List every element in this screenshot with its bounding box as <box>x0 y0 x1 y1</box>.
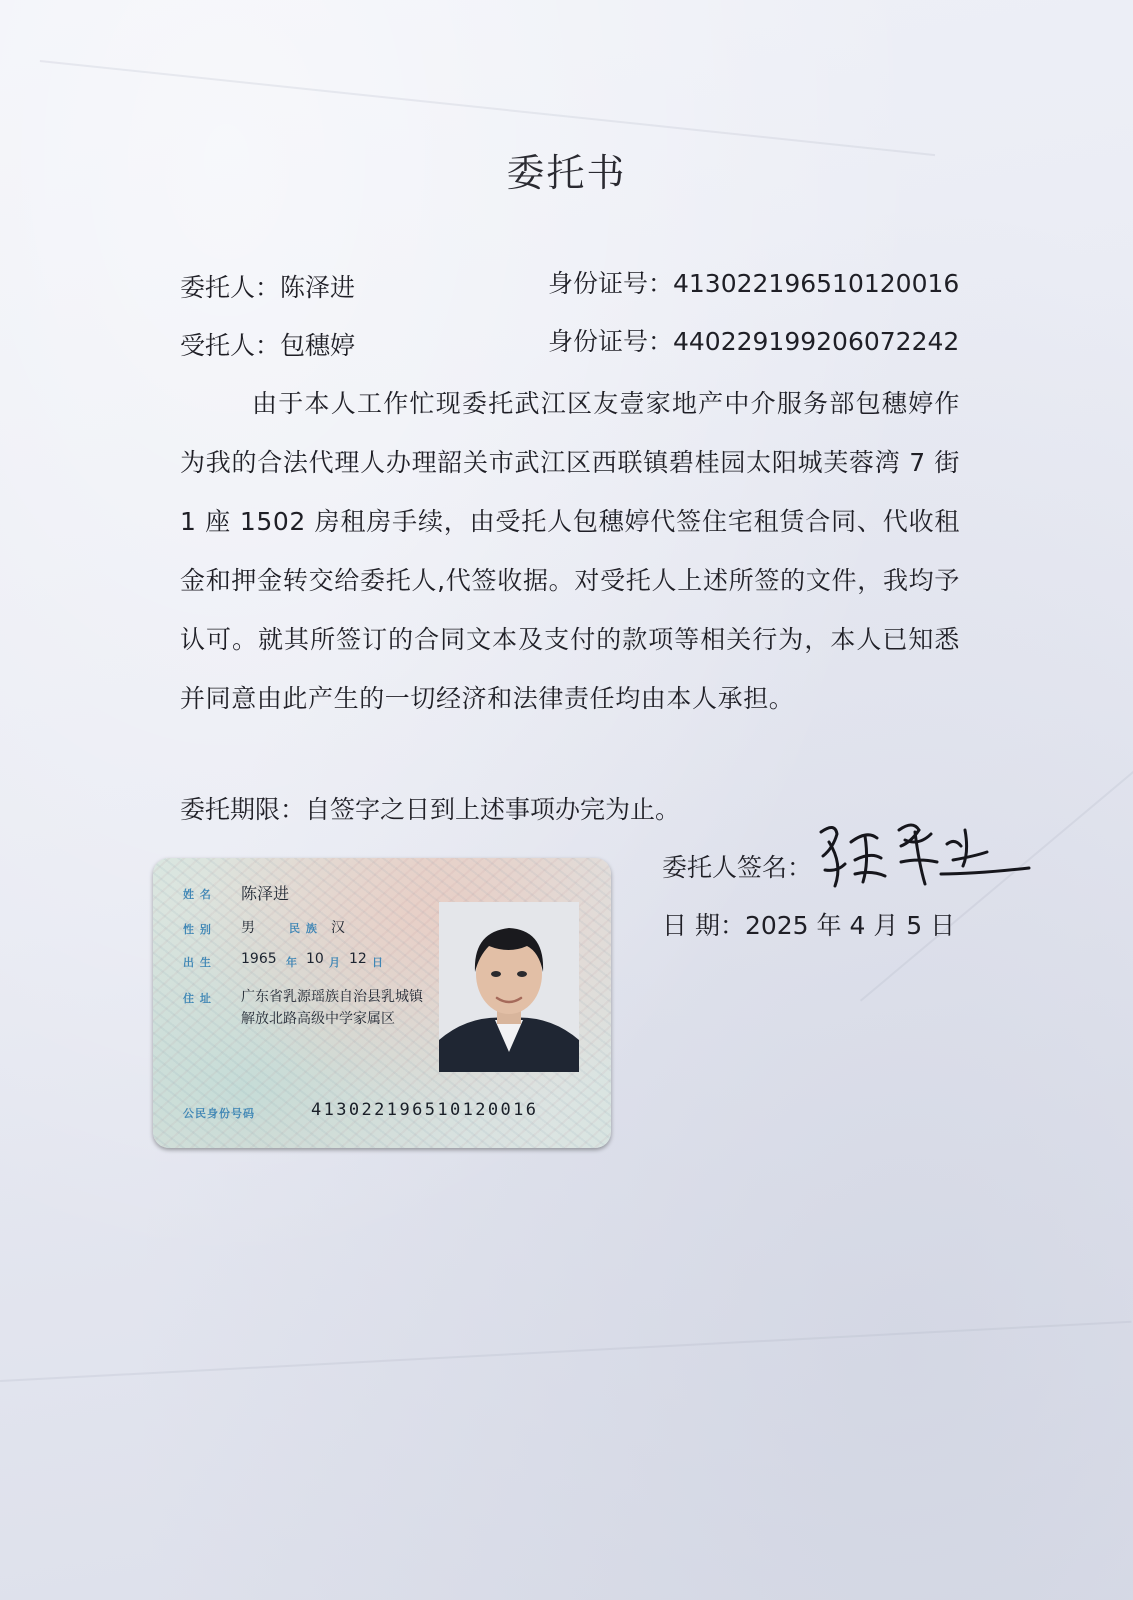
id-number: 413022196510120016 <box>311 1100 539 1120</box>
id-birth-label: 出 生 <box>183 956 212 969</box>
id-birth-month: 10 <box>306 951 324 967</box>
id-address-label: 住 址 <box>183 992 212 1005</box>
id-sex: 男 <box>241 920 255 936</box>
id-card-copy <box>153 858 611 1148</box>
agent-id: 身份证号：440229199206072242 <box>548 327 960 356</box>
date-line: 日 期：2025 年 4 月 5 日 <box>662 911 956 940</box>
document-title: 委托书 <box>506 151 627 195</box>
id-birth-day-unit: 日 <box>372 956 384 969</box>
id-name-label: 姓 名 <box>183 888 212 901</box>
principal-id: 身份证号：413022196510120016 <box>548 269 960 298</box>
id-name: 陈泽进 <box>241 884 290 903</box>
signature-label: 委托人签名： <box>662 853 813 882</box>
id-photo-portrait <box>439 902 579 1072</box>
id-birth-year-unit: 年 <box>286 956 298 969</box>
id-birth-month-unit: 月 <box>329 956 341 969</box>
id-sex-label: 性 别 <box>183 923 212 936</box>
id-number-label: 公民身份号码 <box>183 1107 255 1120</box>
handwritten-signature <box>815 812 1035 892</box>
id-birth-year: 1965 <box>241 951 277 967</box>
document-body: 由于本人工作忙现委托武江区友壹家地产中介服务部包穗婷作为我的合法代理人办理韶关市武江区西联镇碧桂园太阳城芙蓉湾 7 街 1 座 1502 房租房手续，由受托人包穗婷代签住宅租赁合同、代收租金和押金转交给委托人,代签收据。对受托人上述所签的文件，我均予认可。就其所签订的合同文本及支付的款项等相关行为，本人已知悉并同意由此产生的一切经济和法律责任均由本人承担。 <box>180 389 960 713</box>
id-ethnicity: 汉 <box>331 920 345 936</box>
id-birth-day: 12 <box>349 951 367 967</box>
paper-crease <box>0 1321 1132 1382</box>
principal-label: 委托人：陈泽进 <box>180 273 356 302</box>
term-line: 委托期限：自签字之日到上述事项办完为止。 <box>180 795 681 824</box>
id-address: 广东省乳源瑶族自治县乳城镇解放北路高级中学家属区 <box>241 989 423 1027</box>
id-ethnicity-label: 民 族 <box>289 922 318 935</box>
agent-label: 受托人：包穗婷 <box>180 331 356 360</box>
